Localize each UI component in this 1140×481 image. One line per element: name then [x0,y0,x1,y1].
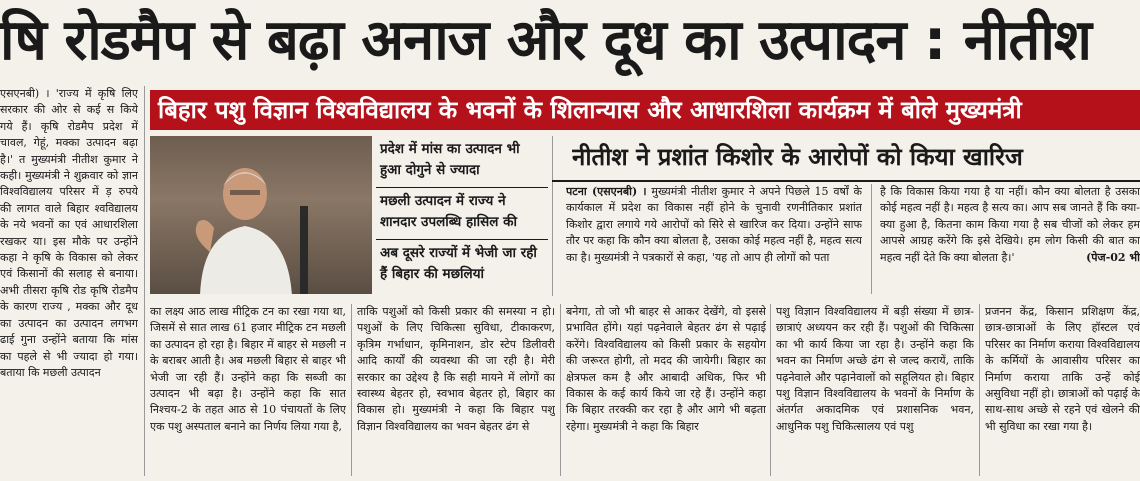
column-divider [144,86,145,476]
column-divider [979,304,980,476]
body-column-4: पशु विज्ञान विश्वविद्यालय में बड़ी संख्या में छात्र-छात्राएं अध्ययन कर रही हैं। पशुओं की चिकित्सा का भी कार्य किया जा रहा है। उन्होंने कहा कि भवन का निर्माण अच्छे ढंग से जल्द करायें, ताकि पढ़नेवाले और पढ़ानेवालों को सहूलियत हो। बिहार पशु विज्ञान विश्वविद्यालय के भवनों के निर्माण के अंतर्गत अकादमिक एवं प्रशासनिक भवन, आधुनिक पशु चिकित्सालय एवं पशु [776,305,974,433]
sub-story-text: मुख्यमंत्री नीतीश कुमार ने अपने पिछले 15 वर्षों के कार्यकाल में प्रदेश का विकास नहीं होने के चुनावी रणनीतिकार प्रशांत किशोर द्वारा लगाये गये आरोपों को सिरे से खारिज कर दिया। उन्होंने साफ तौर पर कहा कि कौन क्या बोलता है, उसका कोई महत्व नहीं है, महत्व सत्य का है। मुख्यमंत्री ने पत्रकारों से कहा, 'यह तो आप ही लोगों को पता [566,185,862,264]
chief-minister-photo [150,136,372,294]
sub-headline: नीतीश ने प्रशांत किशोर के आरोपों को किया खारिज [572,143,1023,171]
sub-headline-rule [552,180,1140,182]
pull-quote: प्रदेश में मांस का उत्पादन भी हुआ दोगुने से ज्यादा [376,136,548,188]
continued-marker: (पेज-02 भी [1086,250,1140,264]
microphone-stand [300,206,308,294]
main-headline: षि रोडमैप से बढ़ा अनाज और दूध का उत्पादन : नीतीश [0,8,1091,73]
column-divider [560,304,561,476]
body-column-3: बनेगा, तो जो भी बाहर से आकर देखेंगे, वो इससे प्रभावित होंगे। यहां पढ़नेवाले बेहतर ढंग से पढ़ाई करेंगे। विश्वविद्यालय को किसी प्रकार के सहयोग की जरूरत होगी, तो मदद की जायेगी। बिहार का क्षेत्रफल कम है और आबादी अधिक, फिर भी विकास के कई कार्य किये जा रहे हैं। उन्होंने कहा कि बिहार तरक्की कर रहा है और आगे भी बढ़ता रहेगा। मुख्यमंत्री ने कहा कि बिहार [566,305,766,433]
column-divider [552,136,553,296]
column-divider [770,304,771,476]
left-column-text: एसएनबी) । 'राज्य में कृषि लिए सरकार की ओर से कई स किये गये हैं। कृषि रोडमैप प्रदेश में चावल, गेहूं, मक्का उत्पादन बढ़ा है।' त मुख्यमंत्री नीतीश कुमार ने कही। मुख्यमंत्री ने शुक्रवार को ज्ञान विश्वविद्यालय परिसर में ड़ रुपये की लागत वाले बिहार श्वविद्यालय के नये भवनों का एवं आधारशिला रखकर या। इस मौके पर उन्होंने कहा ने कृषि के विकास को लेकर एवं किसानों की सलाह से बनाया। अभी तीसरा कृषि रोड कृषि रोडमैप के कारण राज्य , मक्का और दूध का उत्पादन का उत्पादन लगभग ढाई गुना उन्होंने बताया कि मांस का पहले से भी ज्यादा हो गया। बताया कि मछली उत्पादन [0,87,138,379]
body-column-5: प्रजनन केंद्र, किसान प्रशिक्षण केंद्र, छात्र-छात्राओं के लिए हॉस्टल एवं परिसर का निर्माण कराया विश्वविद्यालय के कर्मियों के आवासीय परिसर का निर्माण कराया ताकि उन्हें कोई असुविधा नहीं हो। छात्राओं को पढ़ाई के साथ-साथ अच्छे से रहने एवं खेलने की भी सुविधा का रखा गया है। [985,305,1140,433]
pull-quote: अब दूसरे राज्यों में भेजी जा रही हैं बिहार की मछलियां [380,245,537,282]
pull-quote: मछली उत्पादन में राज्य ने शानदार उपलब्धि हासिल की [376,188,548,240]
column-divider [871,184,872,294]
pull-quotes-box [376,136,548,294]
sub-story-column-1 [566,184,862,292]
sub-story-column-2 [880,184,1140,292]
red-strap-headline: बिहार पशु विज्ञान विश्वविद्यालय के भवनों के शिलान्यास और आधारशिला कार्यक्रम में बोले मुख्यमंत्री [150,90,1140,130]
speaker-figure [190,156,300,294]
column-divider [351,304,352,476]
dateline: पटना (एसएनबी) । [566,185,647,198]
body-column-1: का लक्ष्य आठ लाख मीट्रिक टन का रखा गया था, जिसमें से सात लाख 61 हजार मीट्रिक टन मछली का उत्पादन हो रहा है। बिहार में बाहर से मछली न के बराबर आती है। अब मछली बिहार से बाहर भी भेजी जा रही हैं। उन्होंने कहा कि सब्जी का उत्पादन भी बढ़ा है। उन्होंने कहा कि सात निश्चय-2 के तहत आठ से 10 पंचायतों के लिए एक पशु अस्पताल बनाने का निर्णय लिया गया है, [150,305,346,433]
sub-story-text: है कि विकास किया गया है या नहीं। कौन क्या बोलता है उसका कोई महत्व नहीं है। महत्व है सत्य का। आप सब जानते हैं कि क्या-क्या हुआ है, कितना काम किया गया है सब चीजों को लेकर हम आपसे आग्रह करेंगे कि इसे देखिये। हम लोग किसी की बात का महत्व नहीं देते कि क्या बोलता है।' [880,185,1140,264]
body-column-2: ताकि पशुओं को किसी प्रकार की समस्या न हो। पशुओं के लिए चिकित्सा सुविधा, टीकाकरण, कृत्रिम गर्भाधान, कृमिनाशन, डोर स्टेप डिलीवरी आदि कार्यों की व्यवस्था की जा रही है। मेरी सरकार का उद्देश्य है कि सही मायने में लोगों का स्वास्थ्य बेहतर हो, स्वभाव बेहतर हो, बिहार का विकास हो। मुख्यमंत्री ने कहा कि बिहार पशु विज्ञान विश्वविद्यालय का भवन बेहतर ढंग से [357,305,555,433]
